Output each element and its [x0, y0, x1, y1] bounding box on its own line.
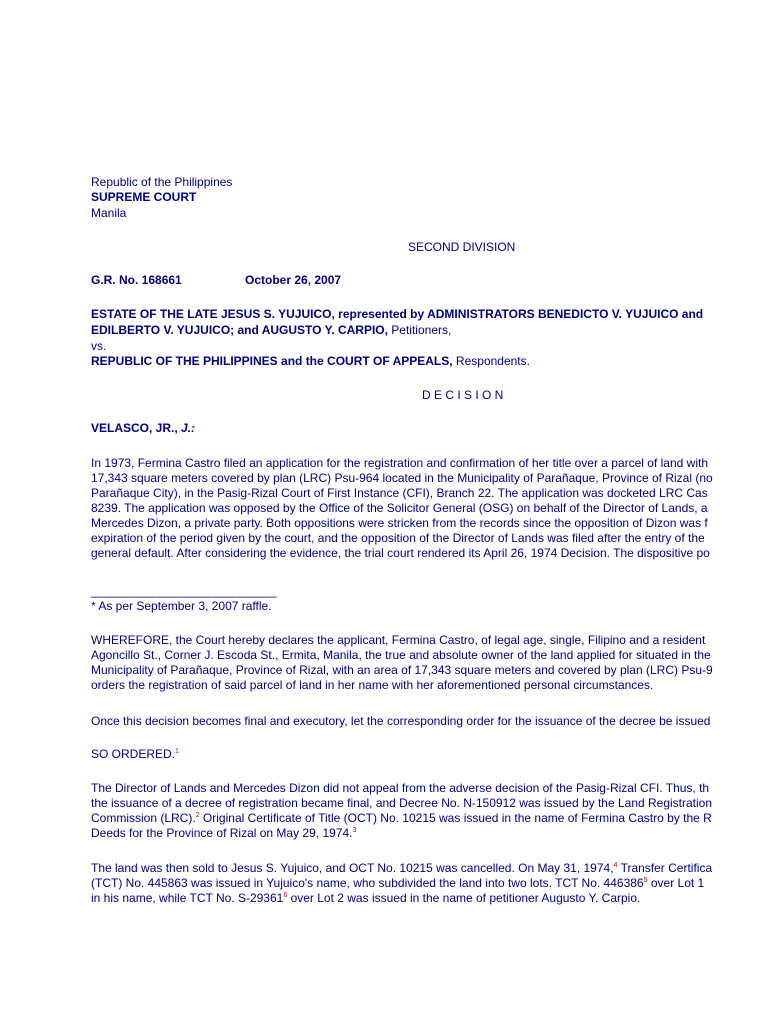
paragraph-3-text: (TCT) No. 445863 was issued in Yujuico's name, who subdivided the land into two lots. TCT No. 446386: [91, 876, 644, 890]
ponente-name: VELASCO, JR.,: [91, 421, 178, 435]
paragraph-2-text: Original Certificate of Title (OCT) No. 10215 was issued in the name of Fermina Castro by the R: [199, 811, 712, 825]
gr-number: G.R. No. 168661: [91, 273, 182, 287]
once-final-paragraph: Once this decision becomes final and executory, let the corresponding order for the issuance of the decree be issued: [91, 714, 711, 728]
wherefore-line: WHEREFORE, the Court hereby declares the applicant, Fermina Castro, of legal age, single, Filipino and a resident: [91, 633, 706, 647]
ponente-title: J.:: [177, 421, 196, 435]
paragraph-1-line: general default. After considering the evidence, the trial court rendered its April 26, 1974 Decision. The dispositive po: [91, 546, 710, 560]
paragraph-2-text: Deeds for the Province of Rizal on May 29, 1974.: [91, 826, 353, 840]
case-date: October 26, 2007: [245, 273, 342, 287]
paragraph-1-line: In 1973, Fermina Castro filed an application for the registration and confirmation of her title over a parcel of land with: [91, 456, 708, 470]
footnote-raffle: * As per September 3, 2007 raffle.: [91, 599, 272, 613]
paragraph-3-text: over Lot 1: [647, 876, 705, 890]
paragraph-3-line: [91, 861, 768, 876]
footnote-link-5[interactable]: 5: [643, 877, 648, 884]
paragraph-3-text: Transfer Certifica: [617, 861, 713, 875]
footnote-link-2[interactable]: 2: [195, 812, 200, 819]
paragraph-1-line: 8239. The application was opposed by the Office of the Solicitor General (OSG) on behalf of the Director of Lands, a: [91, 501, 708, 515]
respondents-line: [91, 354, 530, 369]
paragraph-2-line: [91, 826, 768, 841]
footnote-rule: ______________________________: [91, 584, 277, 598]
paragraph-1: [91, 456, 768, 561]
paragraph-2-line: [91, 811, 768, 826]
republic-line: Republic of the Philippines: [91, 175, 233, 189]
footnote-link-6[interactable]: 6: [283, 892, 288, 899]
petitioners-line-1: ESTATE OF THE LATE JESUS S. YUJUICO, represented by ADMINISTRATORS BENEDICTO V. YUJUICO and: [91, 307, 704, 321]
respondents-names: REPUBLIC OF THE PHILIPPINES and the COURT OF APPEALS,: [91, 354, 453, 368]
petitioners-names: EDILBERTO V. YUJUICO; and AUGUSTO Y. CARPIO,: [91, 323, 388, 337]
paragraph-3: [91, 861, 768, 906]
paragraph-3-text: in his name, while TCT No. S-29361: [91, 891, 284, 905]
wherefore-paragraph: [91, 633, 768, 693]
so-ordered: [91, 747, 179, 762]
footnote-link-1[interactable]: 1: [175, 748, 179, 755]
paragraph-2-text: Commission (LRC).: [91, 811, 196, 825]
court-name: SUPREME COURT: [91, 190, 197, 204]
city-line: Manila: [91, 206, 127, 220]
footnote-link-4[interactable]: 4: [613, 862, 618, 869]
ponente: [91, 421, 195, 436]
paragraph-2-line: The Director of Lands and Mercedes Dizon did not appeal from the adverse decision of the Pasig-Rizal CFI. Thus, th: [91, 781, 710, 795]
respondents-label: Respondents.: [452, 354, 530, 368]
petitioners-line-2: [91, 323, 451, 338]
wherefore-line: Agoncillo St., Corner J. Escoda St., Ermita, Manila, the true and absolute owner of the land applied for situated in the: [91, 648, 711, 662]
paragraph-3-text: over Lot 2 was issued in the name of petitioner Augusto Y. Carpio.: [287, 891, 641, 905]
paragraph-3-text: The land was then sold to Jesus S. Yujuico, and OCT No. 10215 was cancelled. On May 31, 1974,: [91, 861, 614, 875]
versus: vs.: [91, 339, 107, 353]
wherefore-line: Municipality of Parañaque, Province of Rizal, with an area of 17,343 square meters and covered by plan (LRC) Psu-9: [91, 663, 713, 677]
paragraph-1-line: 17,343 square meters covered by plan (LRC) Psu-964 located in the Municipality of Parañaque, Province of Rizal (no: [91, 471, 713, 485]
paragraph-3-line: [91, 891, 768, 906]
division-heading: SECOND DIVISION: [408, 240, 516, 254]
paragraph-1-line: Mercedes Dizon, a private party. Both oppositions were stricken from the records since the opposition of Dizon was f: [91, 516, 708, 530]
decision-title: D E C I S I O N: [422, 388, 504, 402]
paragraph-1-line: expiration of the period given by the court, and the opposition of the Director of Lands was filed after the entry of the: [91, 531, 705, 545]
so-ordered-text: SO ORDERED.: [91, 747, 176, 761]
paragraph-2-line: the issuance of a decree of registration became final, and Decree No. N-150912 was issued by the Land Registration: [91, 796, 713, 810]
petitioners-label: Petitioners,: [387, 323, 452, 337]
wherefore-line: orders the registration of said parcel of land in her name with her aforementioned personal circumstances.: [91, 678, 654, 692]
footnote-link-3[interactable]: 3: [352, 827, 357, 834]
paragraph-2: [91, 781, 768, 841]
paragraph-3-line: [91, 876, 768, 891]
paragraph-1-line: Parañaque City), in the Pasig-Rizal Court of First Instance (CFI), Branch 22. The application was docketed LRC Cas: [91, 486, 708, 500]
